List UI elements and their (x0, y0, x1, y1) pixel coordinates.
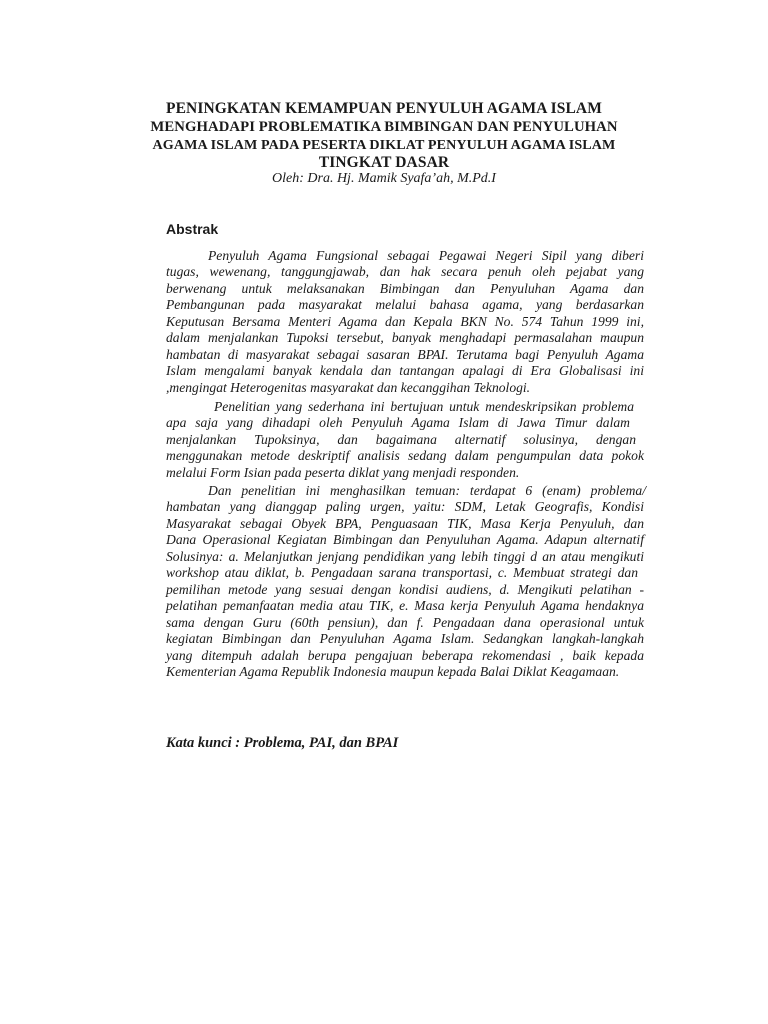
abstract-line: apa saja yang dihadapi oleh Penyuluh Agama Islam di Jawa Timur dalam (166, 415, 630, 430)
abstract-line: Penelitian yang sederhana ini bertujuan untuk mendeskripsikan problema (214, 399, 634, 414)
abstract-line: Dana Operasional Kegiatan Bimbingan dan Penyuluhan Agama. Adapun alternatif (166, 532, 644, 547)
abstract-line: Kementerian Agama Republik Indonesia maupun kepada Balai Diklat Keagamaan. (166, 664, 620, 679)
paper-title (150, 100, 618, 172)
abstract-line: Keputusan Bersama Menteri Agama dan Kepala BKN No. 574 Tahun 1999 ini, (166, 314, 644, 329)
abstract-line: yang ditempuh adalah berupa pengajuan beberapa rekomendasi , baik kepada (166, 648, 644, 663)
abstract-line: Islam mengalami banyak kendala dan tantangan apalagi di Era Globalisasi ini (166, 363, 644, 378)
abstract-line: ,mengingat Heterogenitas masyarakat dan kecanggihan Teknologi. (166, 380, 531, 395)
abstract-line: tugas, wewenang, tanggungjawab, dan hak secara penuh oleh pejabat yang (166, 264, 644, 279)
abstract-line: hambatan yang dianggap paling urgen, yaitu: SDM, Letak Geografis, Kondisi (166, 499, 644, 514)
abstract-line: pemilihan metode yang sesuai dengan kondisi audiens, d. Mengikuti pelatihan - (166, 582, 644, 597)
abstract-heading: Abstrak (166, 221, 219, 237)
abstract-line: berwenang untuk melaksanakan Bimbingan dan Penyuluhan Agama dan (166, 281, 644, 296)
abstract-line: Solusinya: a. Melanjutkan jenjang pendidikan yang lebih tinggi d an atau mengikuti (166, 549, 644, 564)
abstract-line: dalam menjalankan Tupoksi tersebut, banyak menghadapi permasalahan maupun (166, 330, 644, 345)
abstract-line: menjalankan Tupoksinya, dan bagaimana alternatif solusinya, dengan (166, 432, 636, 447)
title-line: MENGHADAPI PROBLEMATIKA BIMBINGAN DAN PENYULUHAN (150, 119, 618, 135)
abstract-line: hambatan di masyarakat sebagai sasaran BPAI. Terutama bagi Penyuluh Agama (166, 347, 644, 362)
abstract-line: Penyuluh Agama Fungsional sebagai Pegawai Negeri Sipil yang diberi (208, 248, 644, 263)
abstract-line: pelatihan pemanfaatan media atau TIK, e. Masa kerja Penyuluh Agama hendaknya (166, 598, 644, 613)
abstract-line: sama dengan Guru (60th pensiun), dan f. Pengadaan dana operasional untuk (166, 615, 644, 630)
title-line: AGAMA ISLAM PADA PESERTA DIKLAT PENYULUH AGAMA ISLAM (152, 137, 616, 153)
keywords: Kata kunci : Problema, PAI, dan BPAI (166, 735, 399, 751)
abstract-line: kegiatan Bimbingan dan Penyuluhan Agama Islam. Sedangkan langkah-langkah (166, 631, 644, 646)
title-line: PENINGKATAN KEMAMPUAN PENYULUH AGAMA ISLAM (166, 100, 602, 117)
abstract-line: Masyarakat sebagai Obyek BPA, Penguasaan TIK, Masa Kerja Penyuluh, dan (166, 516, 644, 531)
title-line: TINGKAT DASAR (318, 154, 450, 171)
abstract-line: melalui Form Isian pada peserta diklat yang menjadi responden. (166, 465, 520, 480)
author-line: Oleh: Dra. Hj. Mamik Syafa’ah, M.Pd.I (272, 171, 496, 186)
abstract-line: workshop atau diklat, b. Pengadaan sarana transportasi, c. Membuat strategi dan (166, 565, 638, 580)
abstract-line: Dan penelitian ini menghasilkan temuan: terdapat 6 (enam) problema/ (208, 483, 646, 498)
abstract-line: menggunakan metode deskriptif analisis sedang dalam pengumpulan data pokok (166, 448, 644, 463)
abstract-line: Pembangunan pada masyarakat melalui bahasa agama, yang berdasarkan (166, 297, 644, 312)
